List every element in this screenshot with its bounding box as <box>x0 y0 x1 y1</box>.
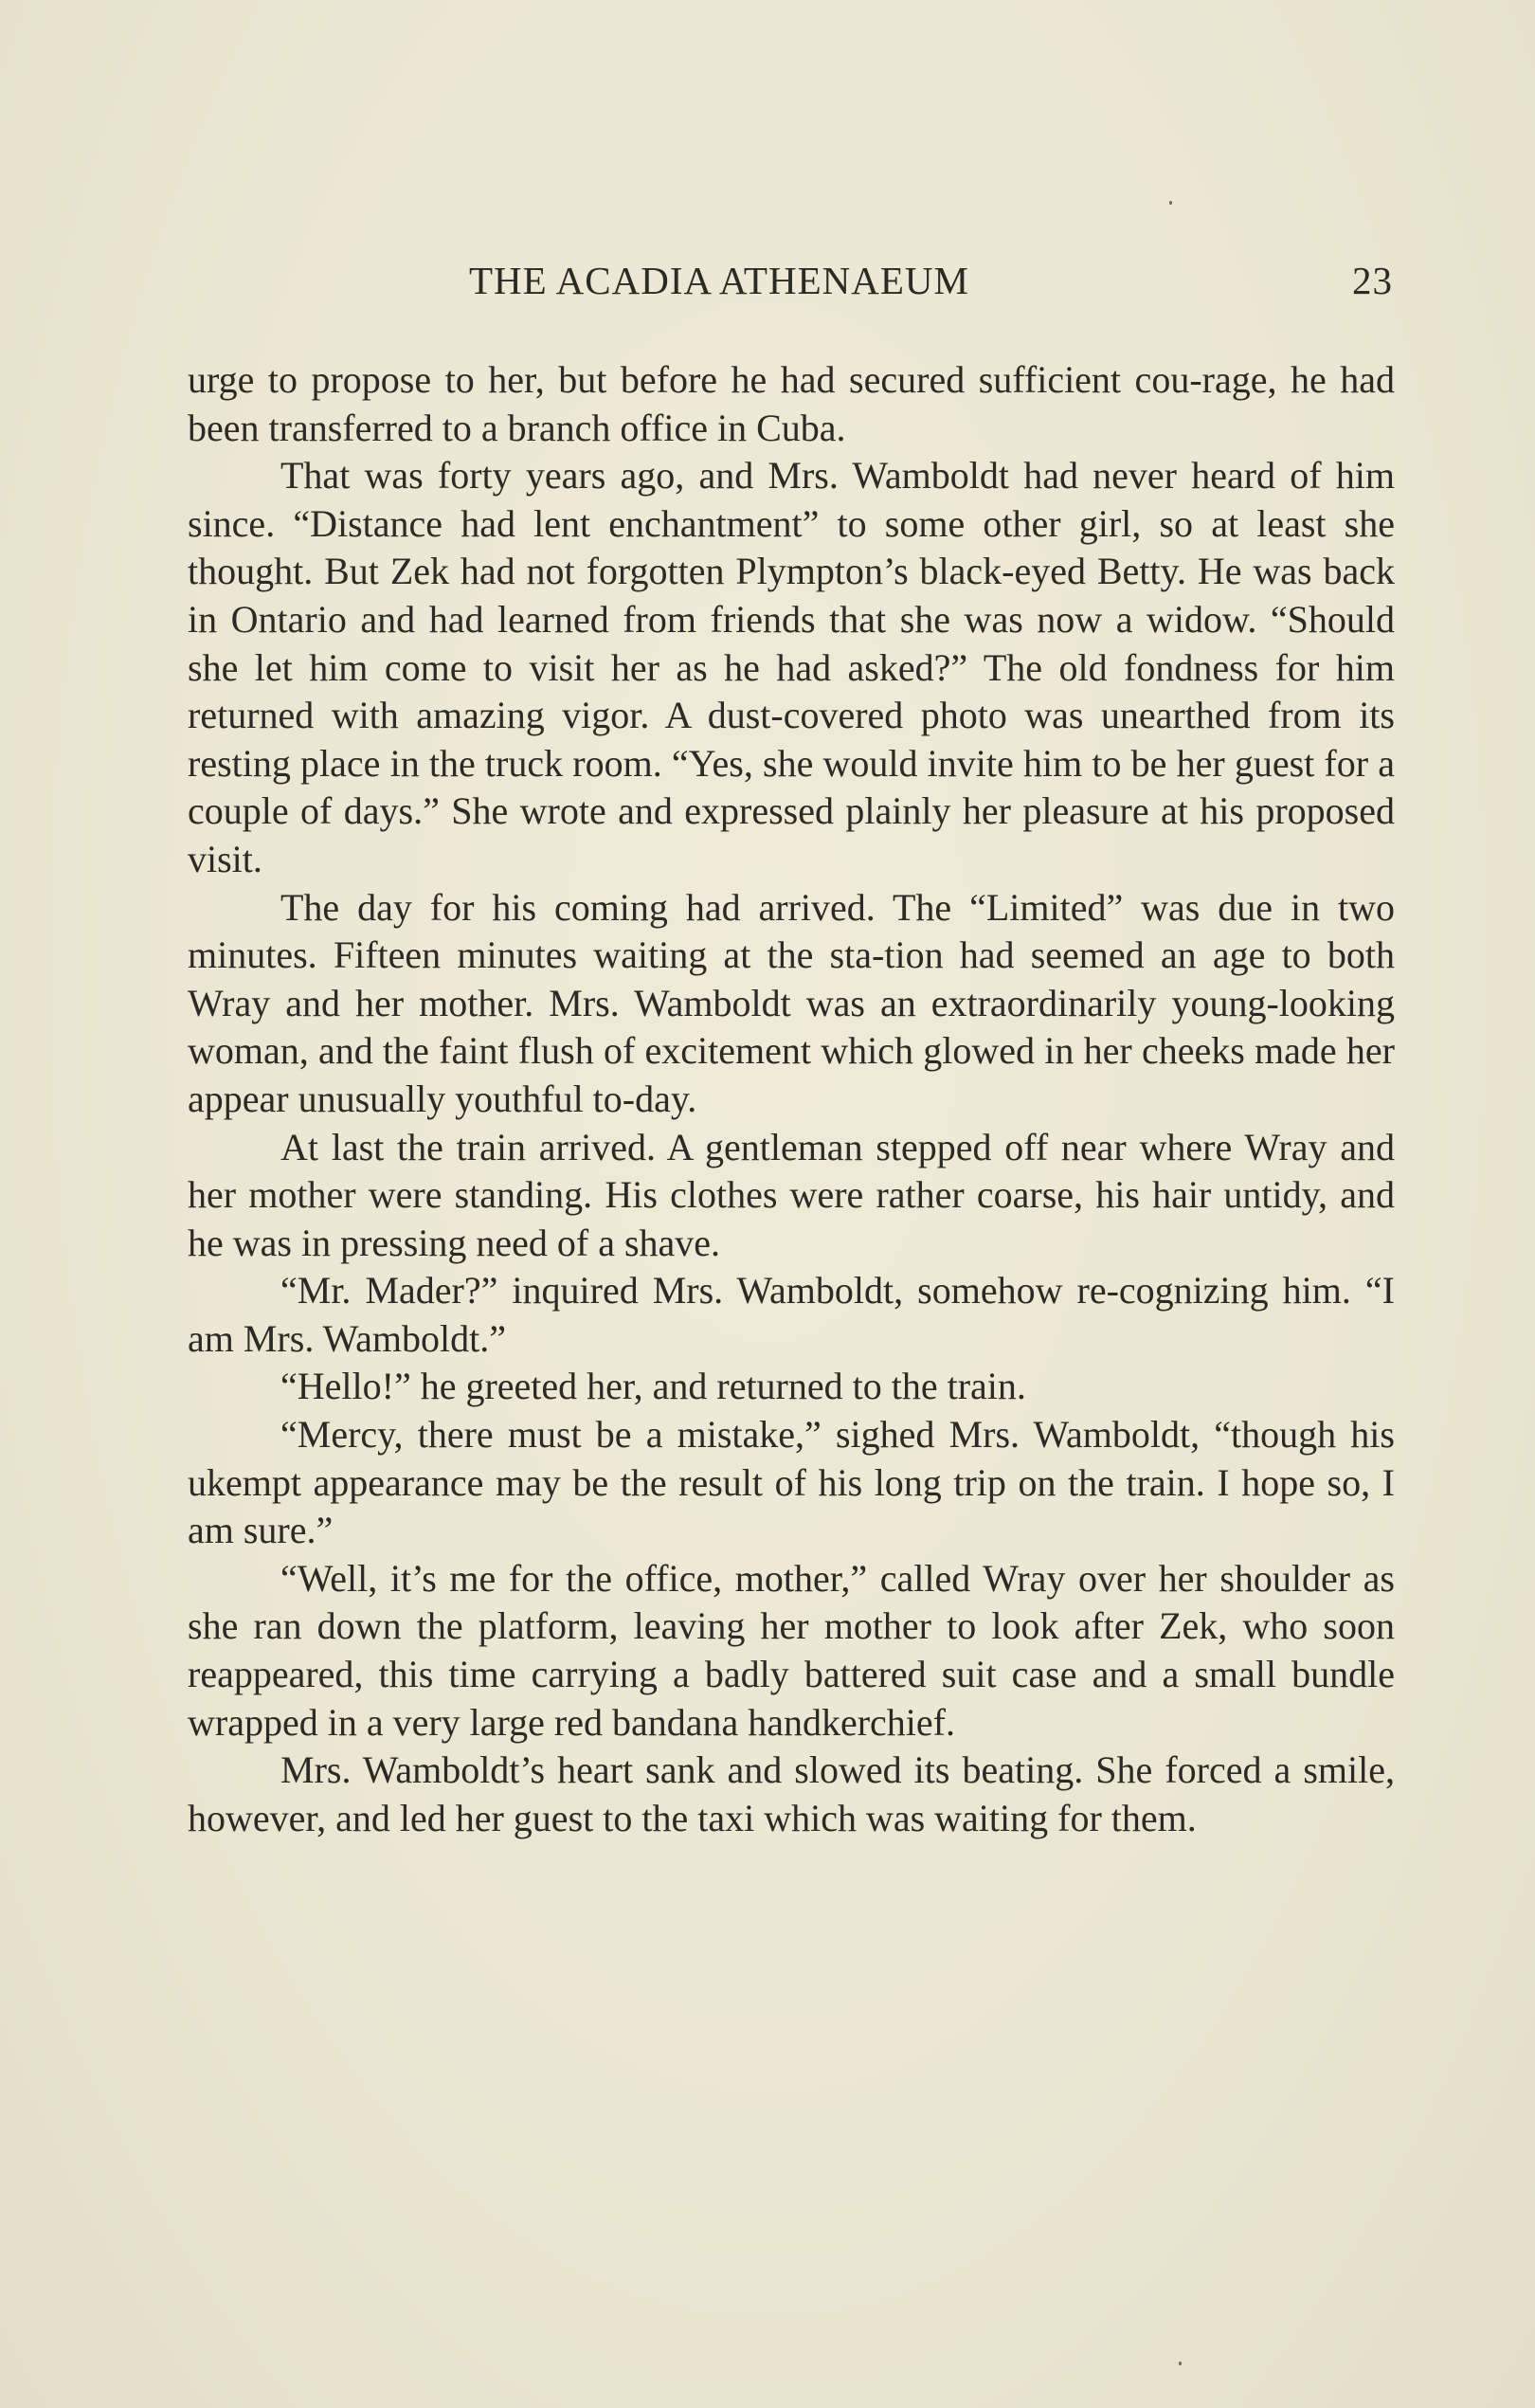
paragraph: At last the train arrived. A gentleman stepped off near where Wray and her mother were standing. His clothes were rather coarse, his hair untidy, and he was in pressing need of a shave. <box>188 1125 1395 1264</box>
paragraph: Mrs. Wamboldt’s heart sank and slowed its beating. She forced a smile, however, and led her guest to the taxi which was waiting for them. <box>188 1748 1395 1839</box>
running-title: THE ACADIA ATHENAEUM <box>469 259 969 302</box>
page-body <box>188 356 1395 1842</box>
paragraph: “Mercy, there must be a mistake,” sighed Mrs. Wamboldt, “though his ukempt appearance may be the result of his long trip on the train. I hope so, I am sure.” <box>188 1413 1395 1552</box>
paper-speck <box>1169 201 1172 205</box>
paper-speck <box>1179 2362 1182 2365</box>
paragraph: “Hello!” he greeted her, and returned to the train. <box>280 1365 1026 1408</box>
paragraph: “Well, it’s me for the office, mother,” called Wray over her shoulder as she ran down the platform, leaving her mother to look after Zek, who soon reappeared, this time carrying a badly battered suit case and a small bundle wrapped in a very large red bandana handkerchief. <box>188 1556 1395 1744</box>
paragraph: The day for his coming had arrived. The “Limited” was due in two minutes. Fifteen minutes waiting at the sta-tion had seemed an age to both Wray and her mother. Mrs. Wamboldt was an extraordinarily young-looking woman, and the faint flush of excitement which glowed in her cheeks made her appear unusually youthful to-day. <box>188 885 1395 1120</box>
page-header <box>190 258 1393 315</box>
paragraph: urge to propose to her, but before he had secured sufficient cou-rage, he had been transferred to a branch office in Cuba. <box>188 358 1395 449</box>
paragraph: “Mr. Mader?” inquired Mrs. Wamboldt, somehow re-cognizing him. “I am Mrs. Wamboldt.” <box>188 1269 1395 1360</box>
paragraph: That was forty years ago, and Mrs. Wamboldt had never heard of him since. “Distance had lent enchantment” to some other girl, so at least she thought. But Zek had not forgotten Plympton’s black-eyed Betty. He was back in Ontario and had learned from friends that she was now a widow. “Should she let him come to visit her as he had asked?” The old fondness for him returned with amazing vigor. A dust-covered photo was unearthed from its resting place in the truck room. “Yes, she would invite him to be her guest for a couple of days.” She wrote and expressed plainly her pleasure at his proposed visit. <box>188 454 1395 880</box>
page-number: 23 <box>1352 259 1393 302</box>
